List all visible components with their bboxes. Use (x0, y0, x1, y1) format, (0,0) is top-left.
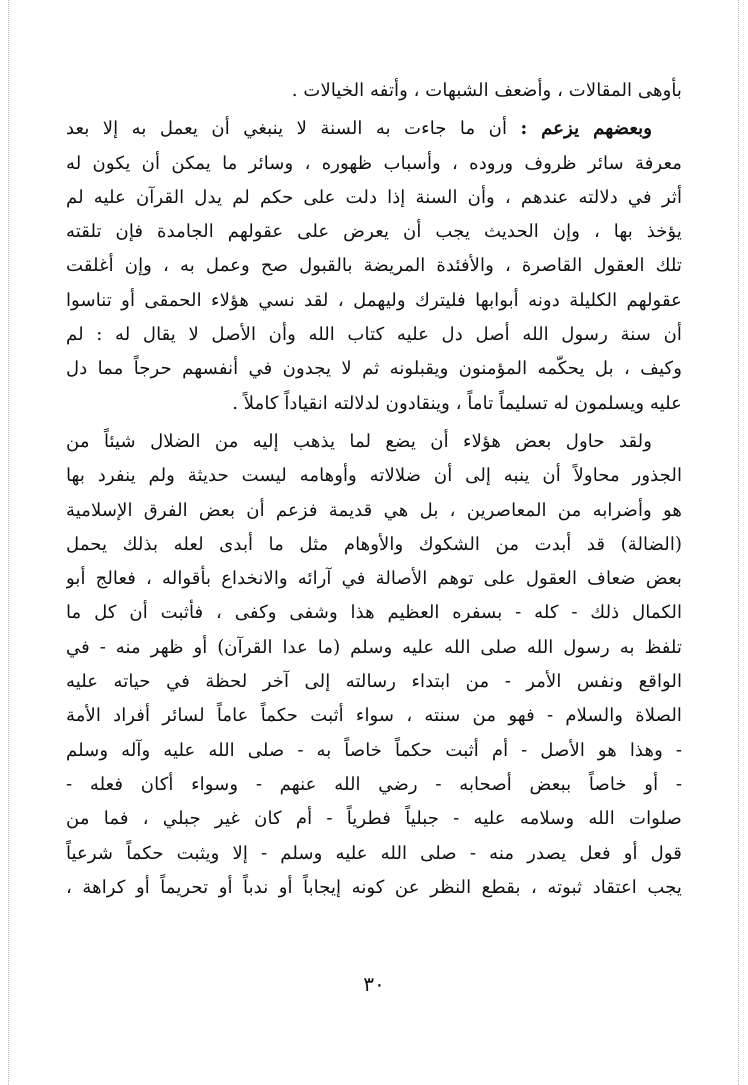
text-line: تلك العقول القاصرة ، والأفئدة المريضة بالقبول صح وعمل به ، وإن أغلقت (66, 255, 682, 277)
text-line-rest: أن ما جاءت به السنة لا ينبغي أن يعمل به إلا بعد (66, 118, 508, 140)
text-line: عقولهم الكليلة دونه أبوابها فليترك وليهمل ، لقد نسي هؤلاء الحمقى أو تناسوا (66, 289, 682, 311)
text-line: أثر في دلالته عندهم ، وأن السنة إذا دلت على حكم لم يدل القرآن عليه لم (66, 186, 682, 208)
text-line: - أو خاصاً ببعض أصحابه - رضي الله عنهم - وسواء أكان فعله - (66, 773, 682, 795)
text-line: - وهذا هو الأصل - أم أثبت حكماً خاصاً به - صلى الله عليه وآله وسلم (66, 739, 682, 761)
text-line: صلوات الله وسلامه عليه - جبلياً فطرياً - أم كان غير جبلي ، فما من (66, 808, 682, 830)
body-text (66, 74, 682, 905)
text-line: الجذور محاولاً أن ينبه إلى أن ضلالاته وأوهامه ليست حديثة ولم ينفرد بها (66, 465, 682, 487)
right-scan-edge (738, 0, 739, 1085)
text-line: بأوهى المقالات ، وأضعف الشبهات ، وأتفه الخيالات . (291, 80, 682, 101)
text-line: أن سنة رسول الله أصل دل عليه كتاب الله وأن الأصل لا يقال له : لم (66, 324, 682, 346)
text-line: هو وأضرابه من المعاصرين ، بل هي قديمة فزعم أن بعض الفرق الإسلامية (66, 499, 682, 521)
text-line: بعض ضعاف العقول على توهم الأصالة في آرائه والانخداع بأقواله ، فعالج أبو (66, 568, 682, 590)
text-line: يؤخذ بها ، وإن الحديث يجب أن يعرض على عقولهم الجامدة فإن تلقته (66, 221, 682, 243)
text-line: يجب اعتقاد ثبوته ، بقطع النظر عن كونه إيجاباً أو ندباً أو تحريماً أو كراهة ، (66, 876, 682, 898)
paragraph-lead: وبعضهم يزعم : (520, 118, 652, 140)
text-line (66, 112, 682, 146)
text-line: عليه ويسلمون له تسليماً تاماً ، وينقادون لدلالته انقياداً كاملاً . (232, 392, 682, 414)
text-line: الصلاة والسلام - فهو من سنته ، سواء أثبت حكماً عاماً لسائر أفراد الأمة (66, 705, 682, 727)
text-line: الكمال ذلك - كله - بسفره العظيم هذا وشفى وكفى ، فأثبت أن كل ما (66, 602, 682, 624)
text-line: الواقع ونفس الأمر - من ابتداء رسالته إلى آخر لحظة في حياته عليه (66, 671, 682, 693)
left-scan-edge (8, 0, 9, 1085)
text-line: تلفظ به رسول الله صلى الله عليه وسلم (ما عدا القرآن) أو ظهر منه - في (66, 636, 682, 658)
text-line: معرفة سائر ظروف وروده ، وأسباب ظهوره ، وسائر ما يمكن أن يكون له (66, 152, 682, 174)
text-line: ولقد حاول بعض هؤلاء أن يضع لما يذهب إليه من الضلال شيئاً من (66, 430, 652, 452)
text-line: وكيف ، بل يحكّمه المؤمنون ويقبلونه ثم لا يجدون في أنفسهم حرجاً مما دل (66, 358, 682, 380)
text-line: (الضالة) قد أبدت من الشكوك والأوهام مثل ما أبدى لعله بذلك يحمل (66, 533, 682, 555)
text-line: قول أو فعل يصدر منه - صلى الله عليه وسلم - إلا ويثبت حكماً شرعياً (66, 842, 682, 864)
page-number: ٣٠ (363, 972, 385, 996)
